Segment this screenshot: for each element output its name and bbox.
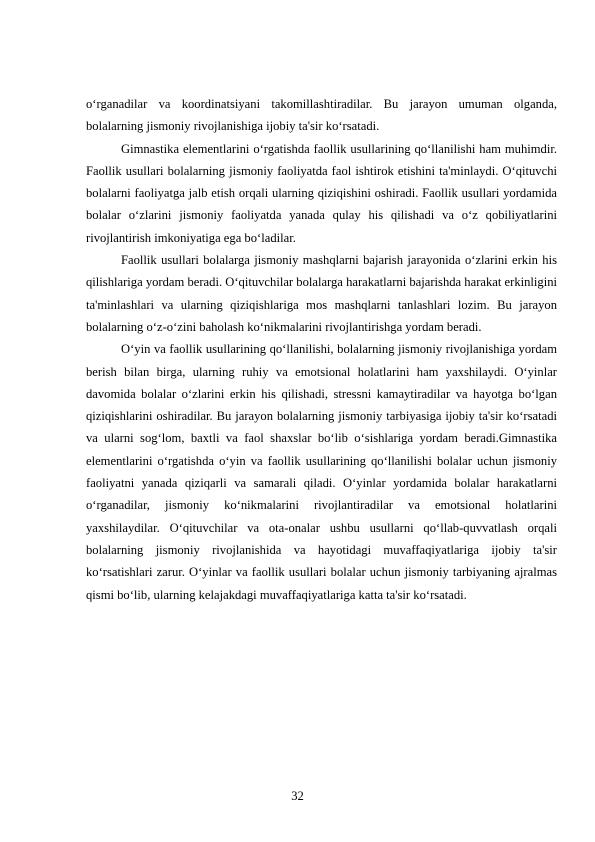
paragraph-gymnastics-activity: Gimnastika elementlarini o‘rgatishda faollik usullarining qo‘llanilishi ham muhimdir. Faollik usullari bolalarning jismoniy faoliyatda faol ishtirok etishini ta'minlaydi. O‘qituvchi bolalarni faoliyatga jalb etish orqali ularning qiziqishini oshiradi. Faollik usullari yordamida bolalar o‘zlarini jismoniy faoliyatda yanada qulay his qilishadi va o‘z qobiliyatlarini rivojlantirish imkoniyatiga ega bo‘ladilar. xyxy=(86,141,557,245)
paragraph-games-and-activity: O‘yin va faollik usullarining qo‘llanilishi, bolalarning jismoniy rivojlanishiga yordam berish bilan birga, ularning ruhiy va emotsional holatlarini ham yaxshilaydi. O‘yinlar davomida bolalar o‘zlarini erkin his qilishadi, stressni kamaytiradilar va hayotga bo‘lgan qiziqishlarini oshiradilar. Bu jarayon bolalarning jismoniy tarbiyasiga ijobiy ta'sir ko‘rsatadi va ularni sog‘lom, baxtli va faol shaxslar bo‘lib o‘sishlariga yordam beradi.Gimnastika elementlarini o‘rgatishda o‘yin va faollik usullarining qo‘llanilishi bolalar uchun jismoniy faoliyatni yanada qiziqarli va samarali qiladi. O‘yinlar yordamida bolalar harakatlarni o‘rganadilar, jismoniy ko‘nikmalarini rivojlantiradilar va emotsional holatlarini yaxshilaydilar. O‘qituvchilar va ota-onalar ushbu usullarni qo‘llab-quvvatlash orqali bolalarning jismoniy rivojlanishida va hayotidagi muvaffaqiyatlariga ijobiy ta'sir ko‘rsatishlari zarur. O‘yinlar va faollik usullari bolalar uchun jismoniy tarbiyaning ajralmas qismi bo‘lib, ularning kelajakdagi muvaffaqiyatlariga katta ta'sir ko‘rsatadi. xyxy=(86,342,557,602)
paragraph-continuation: o‘rganadilar va koordinatsiyani takomillashtiradilar. Bu jarayon umuman olganda, bolalarning jismoniy rivojlanishiga ijobiy ta'sir ko‘rsatadi. xyxy=(86,97,557,134)
document-body xyxy=(86,93,557,606)
page-number: 32 xyxy=(291,789,304,803)
paragraph-activity-methods: Faollik usullari bolalarga jismoniy mashqlarni bajarish jarayonida o‘zlarini erkin his qilishlariga yordam beradi. O‘qituvchilar bolalarga harakatlarni bajarishda harakat erkinligini ta'minlashlari va ularning qiziqishlariga mos mashqlarni tanlashlari lozim. Bu jarayon bolalarning o‘z-o‘zini baholash ko‘nikmalarini rivojlantirishga yordam beradi. xyxy=(86,253,557,334)
